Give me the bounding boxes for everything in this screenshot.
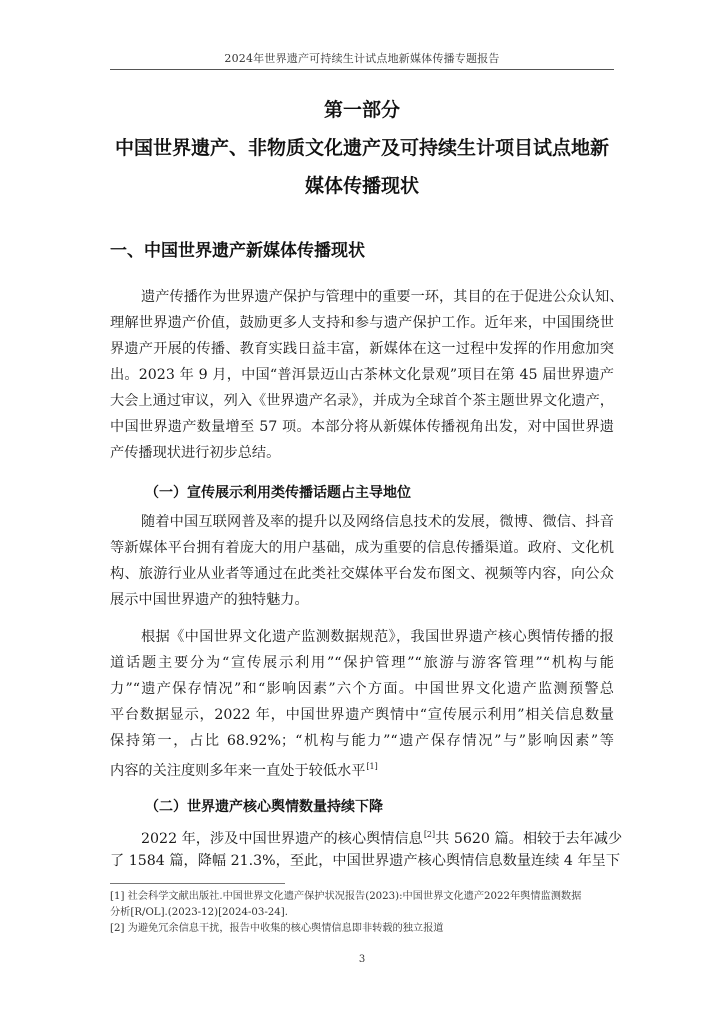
footnote-divider	[110, 883, 285, 884]
paragraph-line: 中国世界遗产数量增至 57 项。本部分将从新媒体传播视角出发，对中国世界遗	[110, 419, 614, 435]
subsection-heading-2: （二）世界遗产核心舆情数量持续下降	[145, 799, 383, 815]
paragraph-line: 随着中国互联网普及率的提升以及网络信息技术的发展，微博、微信、抖音	[141, 514, 614, 530]
paragraph-line: 产传播现状进行初步总结。	[110, 445, 281, 461]
paragraph-line: 根据《中国世界文化遗产监测数据规范》，我国世界遗产核心舆情传播的报	[141, 629, 614, 645]
running-header: 2024年世界遗产可持续生计试点地新媒体传播专题报告	[110, 50, 614, 70]
paragraph-line-with-citation	[110, 757, 614, 781]
paragraph-line: 理解世界遗产价值，鼓励更多人支持和参与遗产保护工作。近年来，中国围绕世	[110, 315, 614, 331]
page-number: 3	[358, 954, 366, 965]
paragraph-text: 2022 年，涉及中国世界遗产的核心舆情信息	[141, 831, 423, 847]
citation-marker: [1]	[366, 762, 378, 771]
paragraph-line: 构、旅游行业从业者等通过在此类社交媒体平台发布图文、视频等内容，向公众	[110, 566, 614, 582]
paragraph-line: 界遗产开展的传播、教育实践日益丰富，新媒体在这一过程中发挥的作用愈加突	[110, 341, 614, 357]
paragraph-line: 出。2023 年 9 月，中国“普洱景迈山古茶林文化景观”项目在第 45 届世界遗产	[110, 367, 614, 383]
paragraph-line: 力”“遗产保存情况”和“影响因素”六个方面。中国世界文化遗产监测预警总	[110, 681, 614, 697]
part-title-line-1: 中国世界遗产、非物质文化遗产及可持续生计项目试点地新	[114, 137, 609, 159]
paragraph-line: 保持第一，占比 68.92%；“机构与能力”“遗产保存情况”与”影响因素”等	[110, 733, 614, 749]
paragraph-line: 平台数据显示，2022 年，中国世界遗产舆情中“宣传展示利用”相关信息数量	[110, 707, 614, 723]
citation-marker: [2]	[423, 830, 436, 839]
section-heading: 一、中国世界遗产新媒体传播现状	[110, 241, 365, 261]
paragraph-line: 大会上通过审议，列入《世界遗产名录》，并成为全球首个茶主题世界文化遗产，	[110, 393, 614, 409]
paragraph-line: 遗产传播作为世界遗产保护与管理中的重要一环，其目的在于促进公众认知、	[141, 289, 624, 305]
part-label: 第一部分	[323, 99, 400, 121]
paragraph-line: 展示中国世界遗产的独特魅力。	[110, 592, 309, 608]
paragraph-line: 了 1584 篇，降幅 21.3%，至此，中国世界遗产核心舆情信息数量连续 4 年呈下	[110, 853, 621, 869]
paragraph-text: 内容的关注度则多年来一直处于较低水平	[110, 763, 366, 779]
paragraph-text: 共 5620 篇。相较于去年减少	[435, 831, 623, 847]
paragraph-line-with-citation	[141, 825, 623, 849]
paragraph-line: 等新媒体平台拥有着庞大的用户基础，成为重要的信息传播渠道。政府、文化机	[110, 540, 614, 556]
part-title-line-2: 媒体传播现状	[304, 175, 419, 197]
subsection-heading-1: （一）宣传展示利用类传播话题占主导地位	[145, 485, 411, 501]
footnote-1: [1] 社会科学文献出版社.中国世界文化遗产保护状况报告(2023):中国世界文化遗产2022年舆情监测数据	[110, 891, 582, 902]
footnote-2: [2] 为避免冗余信息干扰，报告中收集的核心舆情信息即非转载的独立报道	[110, 923, 444, 934]
paragraph-line: 道话题主要分为“宣传展示利用”“保护管理”“旅游与游客管理”“机构与能	[110, 655, 614, 671]
footnote-1-continued: 分析[R/OL].(2023-12)[2024-03-24].	[110, 907, 288, 918]
